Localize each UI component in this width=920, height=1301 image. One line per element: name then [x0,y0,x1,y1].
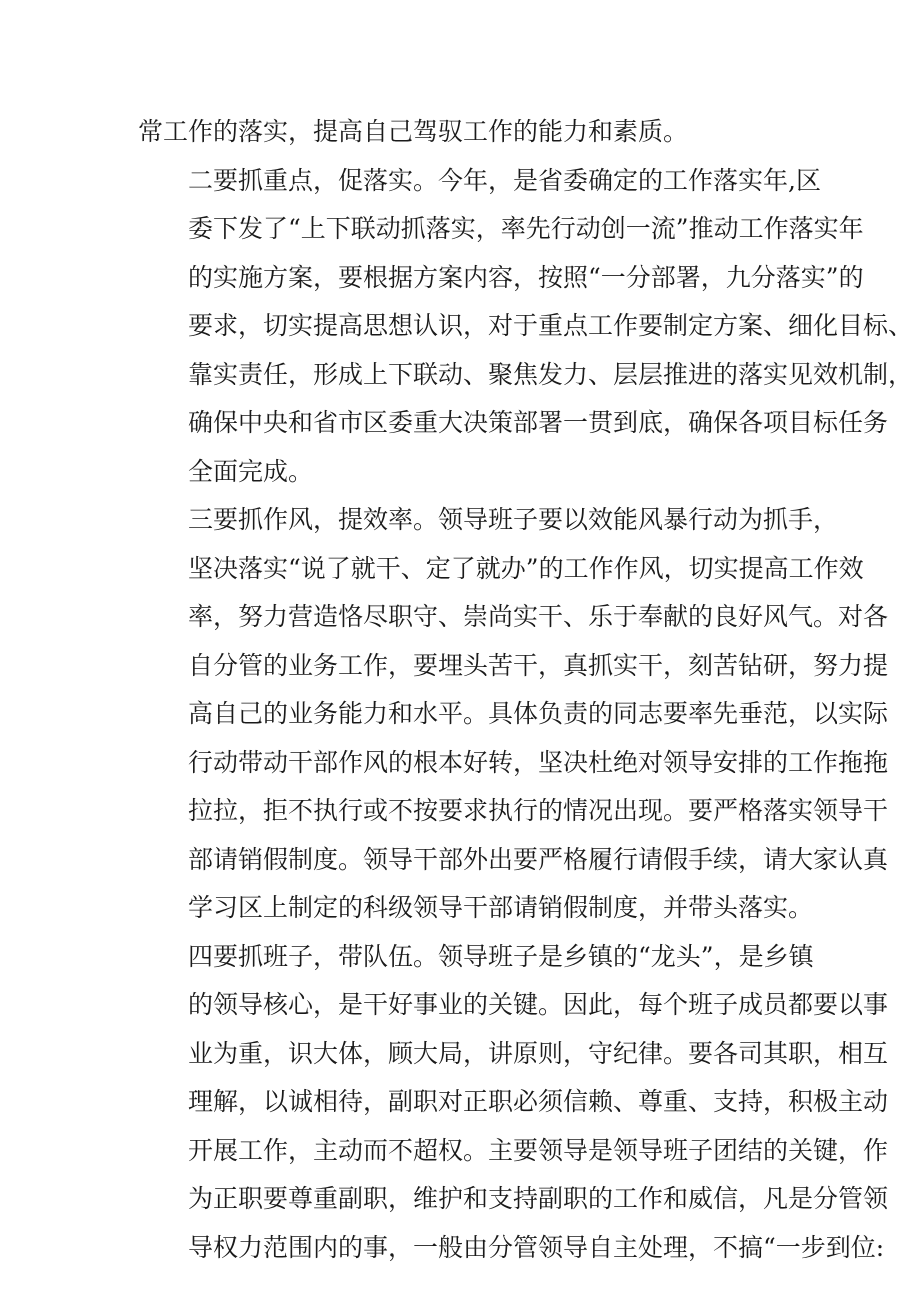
text-line: 确保中央和省市区委重大决策部署一贯到底，确保各项目标任务 [188,408,889,437]
text-line: 委下发了“上下联动抓落实，率先行动创一流”推动工作落实年 [188,214,864,243]
text-line: 的领导核心，是干好事业的关键。因此，每个班子成员都要以事 [188,990,889,1019]
text-line: 要求，切实提高思想认识，对于重点工作要制定方案、细化目标、 [188,311,914,340]
text-line: 自分管的业务工作，要埋头苦干，真抓实干，刻苦钻研，努力提 [188,650,889,680]
paragraph-continuation [138,108,798,157]
text-line: 高自己的业务能力和水平。具体负责的同志要率先垂范，以实际 [188,699,889,728]
text-line: 为正职要尊重副职，维护和支持副职的工作和威信，凡是分管领 [188,1184,889,1213]
paragraph-focus-on-priorities [138,157,914,497]
text-line: 业为重，识大体，顾大局，讲原则，守纪律。要各司其职，相互 [188,1038,889,1068]
body-text [138,108,914,1272]
paragraph-work-style [138,496,889,933]
text-line: 坚决落实“说了就干、定了就办”的工作作风，切实提高工作效 [188,553,864,583]
text-line: 三要抓作风，提效率。领导班子要以效能风暴行动为抓手， [188,505,839,534]
text-line: 开展工作，主动而不超权。主要领导是领导班子团结的关键，作 [188,1135,889,1165]
text-line: 导权力范围内的事，一般由分管领导自主处理，不搞“一步到位: [188,1232,885,1262]
text-line: 行动带动干部作风的根本好转，坚决杜绝对领导安排的工作拖拖 [188,747,889,777]
text-line: 学习区上制定的科级领导干部请销假制度，并带头落实。 [188,893,814,922]
text-line: 理解，以诚相待，副职对正职必须信赖、尊重、支持，积极主动 [188,1087,889,1116]
text-line: 全面完成。 [188,456,314,486]
text-line: 靠实责任，形成上下联动、聚焦发力、层层推进的落实见效机制， [188,359,914,389]
text-line: 拉拉，拒不执行或不按要求执行的情况出现。要严格落实领导干 [188,796,889,825]
text-line: 部请销假制度。领导干部外出要严格履行请假手续，请大家认真 [188,844,889,874]
text-line: 四要抓班子，带队伍。领导班子是乡镇的“龙头”，是乡镇 [188,941,814,971]
paragraph-leadership-team [138,933,889,1273]
text-line: 率，努力营造恪尽职守、崇尚实干、乐于奉献的良好风气。对各 [188,602,889,631]
text-line: 的实施方案，要根据方案内容，按照“一分部署，九分落实”的 [188,262,864,292]
text-line: 二要抓重点，促落实。今年，是省委确定的工作落实年,区 [188,165,821,195]
text-line: 常工作的落实，提高自己驾驭工作的能力和素质。 [138,117,689,146]
